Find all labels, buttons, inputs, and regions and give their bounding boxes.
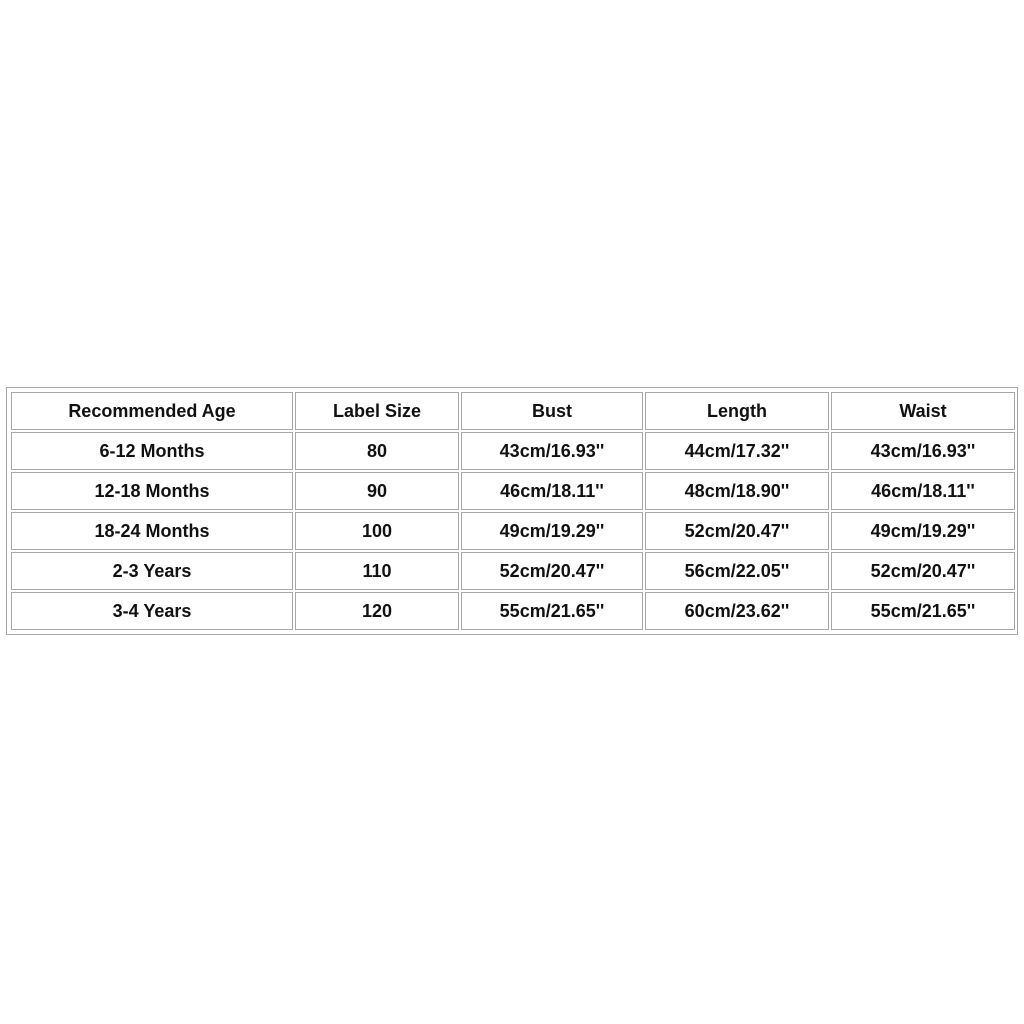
cell-label-size: 110 [295, 552, 459, 590]
size-chart-table [9, 390, 1017, 632]
cell-waist: 49cm/19.29'' [831, 512, 1015, 550]
cell-waist: 52cm/20.47'' [831, 552, 1015, 590]
cell-label-size: 120 [295, 592, 459, 630]
cell-length: 44cm/17.32'' [645, 432, 829, 470]
cell-bust: 43cm/16.93'' [461, 432, 643, 470]
cell-bust: 46cm/18.11'' [461, 472, 643, 510]
header-cell-label-size: Label Size [295, 392, 459, 430]
cell-recommended-age: 6-12 Months [11, 432, 293, 470]
cell-recommended-age: 2-3 Years [11, 552, 293, 590]
cell-recommended-age: 12-18 Months [11, 472, 293, 510]
cell-bust: 55cm/21.65'' [461, 592, 643, 630]
header-cell-length: Length [645, 392, 829, 430]
cell-recommended-age: 3-4 Years [11, 592, 293, 630]
cell-label-size: 80 [295, 432, 459, 470]
table-row [11, 592, 1015, 630]
cell-bust: 49cm/19.29'' [461, 512, 643, 550]
header-cell-waist: Waist [831, 392, 1015, 430]
cell-recommended-age: 18-24 Months [11, 512, 293, 550]
header-row [11, 392, 1015, 430]
size-chart-frame [6, 387, 1018, 635]
cell-waist: 55cm/21.65'' [831, 592, 1015, 630]
table-row [11, 552, 1015, 590]
table-row [11, 472, 1015, 510]
cell-length: 56cm/22.05'' [645, 552, 829, 590]
cell-bust: 52cm/20.47'' [461, 552, 643, 590]
cell-label-size: 90 [295, 472, 459, 510]
table-row [11, 512, 1015, 550]
header-cell-recommended-age: Recommended Age [11, 392, 293, 430]
cell-waist: 43cm/16.93'' [831, 432, 1015, 470]
cell-length: 48cm/18.90'' [645, 472, 829, 510]
cell-waist: 46cm/18.11'' [831, 472, 1015, 510]
cell-length: 60cm/23.62'' [645, 592, 829, 630]
table-row [11, 432, 1015, 470]
header-cell-bust: Bust [461, 392, 643, 430]
cell-length: 52cm/20.47'' [645, 512, 829, 550]
cell-label-size: 100 [295, 512, 459, 550]
